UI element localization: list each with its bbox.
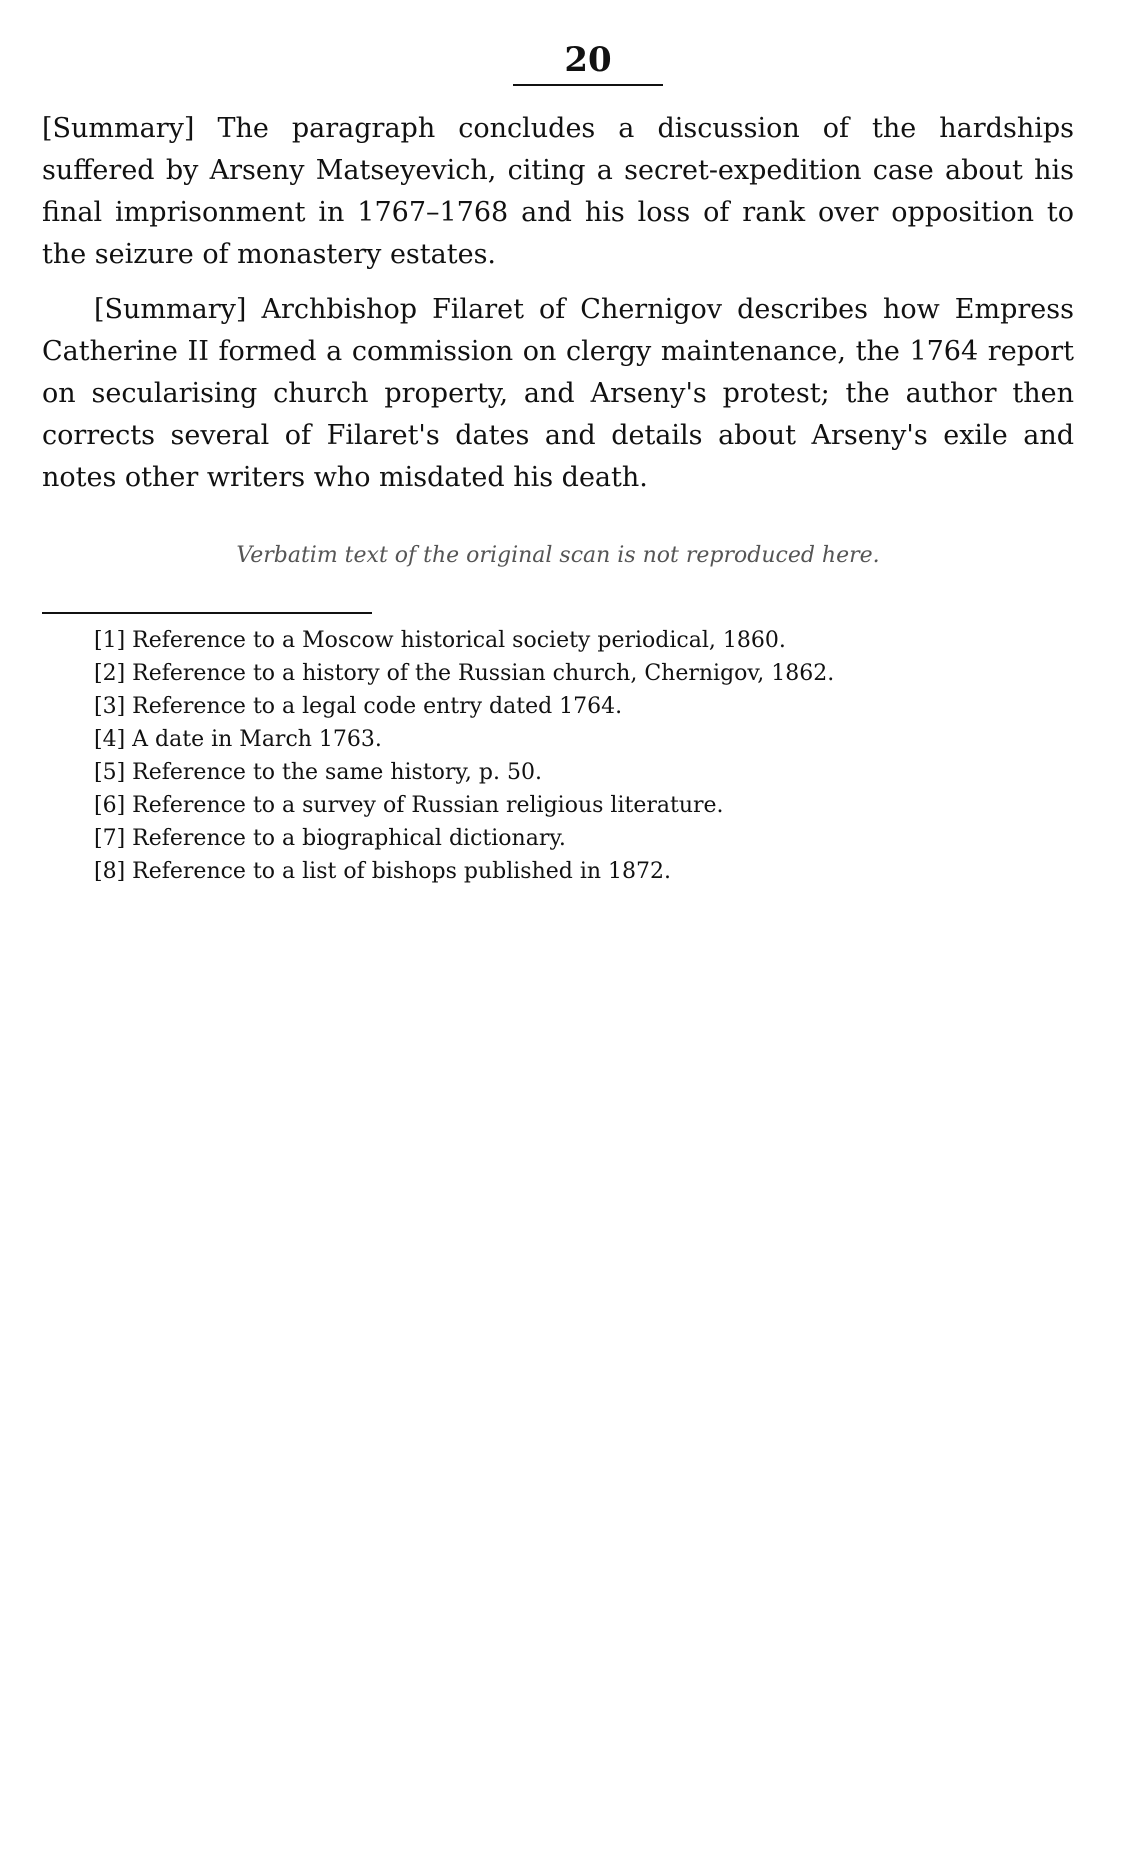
footnotes	[42, 624, 1074, 888]
footnote-3: [3] Reference to a legal code entry dated 1764.	[94, 693, 623, 719]
footnote-5: [5] Reference to the same history, p. 50.	[94, 759, 542, 785]
body-text	[42, 108, 1074, 499]
body-paragraph-2: [Summary] Archbishop Filaret of Chernigov describes how Empress Catherine II formed a commission on clergy maintenance, the 1764 report on secularising church property, and Arseny's protest; the author then corrects several of Filaret's dates and details about Arseny's exile and notes other writers who misdated his death.	[42, 294, 1074, 493]
page-number-rule	[513, 84, 663, 86]
footnote-7: [7] Reference to a biographical dictionary.	[94, 825, 566, 851]
footnote-6: [6] Reference to a survey of Russian religious literature.	[94, 792, 724, 818]
footnote-rule	[42, 612, 372, 614]
body-paragraph-1: [Summary] The paragraph concludes a discussion of the hardships suffered by Arseny Matseyevich, citing a secret-expedition case about his final imprisonment in 1767–1768 and his loss of rank over opposition to the seizure of monastery estates.	[42, 113, 1074, 270]
page-number: 20	[564, 40, 612, 80]
footnote-8: [8] Reference to a list of bishops published in 1872.	[94, 858, 672, 884]
footnote-2: [2] Reference to a history of the Russian church, Chernigov, 1862.	[94, 660, 835, 686]
footnote-4: [4] A date in March 1763.	[94, 726, 382, 752]
placeholder-note: Verbatim text of the original scan is not reproduced here.	[236, 542, 880, 568]
footnote-1: [1] Reference to a Moscow historical society periodical, 1860.	[94, 627, 786, 653]
